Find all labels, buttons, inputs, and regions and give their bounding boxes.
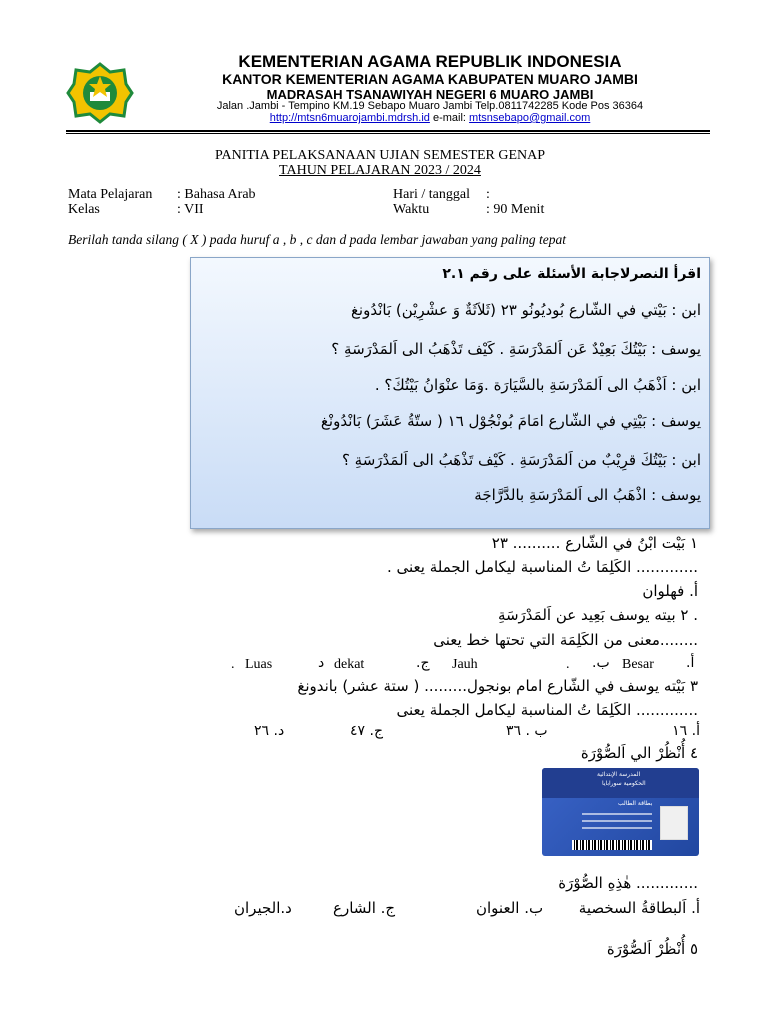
academic-year: TAHUN PELAJARAN 2023 / 2024 (279, 163, 481, 178)
dialogue-line: ابن : بَيْتُكَ قرِيْبٌ من اَلمَدْرَسَةِ . كَيْف تَذْهَبُ الى اَلمَدْرَسَةِ ؟ (341, 451, 701, 469)
letterhead-office: KANTOR KEMENTERIAN AGAMA KABUPATEN MUARO JAMBI (222, 71, 638, 87)
question-2-option-b-dot: . (566, 657, 570, 672)
class-label: Kelas (68, 202, 100, 217)
passage-heading: اقرأ النصرلاجابة الأسئلة على رقم ٢.١ (442, 266, 701, 282)
question-5-stem: ٥ أُنْظُرْ اَلصُّوْرَة (606, 940, 698, 958)
question-1-stem: ١ بَيْت ابْنُ في الشّارع .......... ٢٣ (491, 534, 698, 552)
exam-committee-title: PANITIA PELAKSANAAN UJIAN SEMESTER GENAP (214, 148, 546, 163)
letterhead-school: MADRASAH TSANAWIYAH NEGERI 6 MUARO JAMBI (266, 87, 594, 102)
question-4-stem: ٤ أُنْظُرْ الي اَلصُّوْرَة (580, 744, 698, 762)
student-photo (660, 806, 688, 840)
question-3-stem: ٣ بَيْته يوسف في الشّارع امام بونجول......... ( ستة عشر) باندونغ (297, 677, 698, 695)
reading-passage-box (190, 257, 710, 529)
website-link[interactable]: http://mtsn6muarojambi.mdrsh.id (269, 112, 430, 124)
question-2-option-d-letter: د (318, 655, 325, 671)
question-2-stem: . ٢ بيته يوسف بَعِيد عن اَلمَدْرَسَةِ (497, 606, 698, 624)
date-label: Hari / tanggal (393, 187, 470, 202)
header-divider-thin (66, 133, 710, 134)
question-2-prompt: ........معنى من الكَلِمَة التي تحتها خط يعنى (433, 631, 698, 649)
question-2-option-c: Jauh (452, 657, 478, 672)
instruction: Berilah tanda silang ( X ) pada huruf a , b , c dan d pada lembar jawaban yang paling tepat (68, 232, 566, 247)
question-4-option-a: أ. اَلبطاقةُ السخصية (578, 899, 700, 917)
ministry-logo (66, 62, 134, 124)
question-3-prompt: ............. الكَلِمَا تُ المناسبة ليكامل الجملة يعنى (396, 701, 698, 719)
header-divider (66, 130, 710, 132)
question-1-prompt: ............. الكَلِمَا تُ المناسبة ليكامل الجملة يعنى . (386, 558, 698, 576)
time-label: Waktu (393, 202, 430, 217)
barcode (572, 840, 652, 850)
subject-label: Mata Pelajaran (68, 187, 153, 202)
question-3-option-a: أ. ١٦ (672, 723, 700, 739)
dialogue-line: ابن : اَذْهَبُ الى اَلمَدْرَسَةِ بالسَّيَارَة .وَمَا عنْوَانُ بَيْتُكَ؟ . (374, 376, 701, 394)
question-2-option-e-dot: . (231, 657, 235, 672)
subject-value: : Bahasa Arab (177, 187, 256, 202)
time-value: : 90 Menit (486, 202, 545, 217)
dialogue-line: ابن : بَيْتي في الشّارع بُوديُونُو ٢٣ (ثَلاَثَةٌ وَ عشْرِيْن) بَانْدُونغ (350, 301, 701, 319)
question-4-option-b: ب. العنوان (476, 899, 544, 917)
letterhead-ministry: KEMENTERIAN AGAMA REPUBLIK INDONESIA (238, 52, 622, 71)
question-2-option-b: ب. (592, 655, 610, 671)
question-2-option-c-letter: ج. (416, 655, 430, 671)
question-2-option-e: Luas (245, 657, 273, 672)
class-value: : VII (177, 202, 204, 217)
question-2-option-a-letter: أ. (686, 655, 695, 671)
student-id-card-image (542, 768, 699, 856)
question-1-option-a: أ. فهلوان (642, 582, 698, 600)
email-link[interactable]: mtsnsebapo@gmail.com (469, 112, 591, 124)
dialogue-line: يوسف : بَيْتُكَ بَعِيْدٌ عَن اَلمَدْرَسَةِ . كَيْف تَذْهَبُ الى اَلمَدْرَسَةِ ؟ (331, 340, 701, 358)
question-3-option-b: ب . ٣٦ (506, 723, 548, 739)
card-label: بطاقة الطالب (618, 800, 653, 807)
dialogue-line: يوسف : بَيْتِي في الشّارع امَامَ بُونْجُوْل ١٦ ( ستّةُ عَشَرَ) بَانْدُونْغ (320, 412, 701, 430)
card-title-line1: المدرسة الإبتدائية (597, 771, 641, 778)
email-label: e-mail: (432, 112, 466, 124)
card-title-line2: الحكومية سورابايا (602, 780, 646, 787)
question-3-option-d: د. ٢٦ (254, 723, 285, 739)
question-3-option-c: ج. ٤٧ (350, 723, 383, 739)
question-4-option-c: ج. الشارع (333, 899, 396, 917)
question-2-option-d: dekat (334, 657, 365, 672)
question-2-option-a: Besar (622, 657, 654, 672)
question-4-option-d: د.الجيران (234, 899, 292, 917)
question-4-prompt: ............. هٰذِهِ الصُّوْرَة (558, 874, 698, 892)
letterhead-contact (150, 112, 710, 124)
date-value: : (486, 187, 490, 202)
letterhead-address: Jalan .Jambi - Tempino KM.19 Sebapo Muaro Jambi Telp.0811742285 Kode Pos 36364 (216, 100, 644, 112)
dialogue-line: يوسف : اذْهَبُ الى اَلمَدْرَسَةِ بالدَّرَّاجَة (474, 486, 701, 504)
